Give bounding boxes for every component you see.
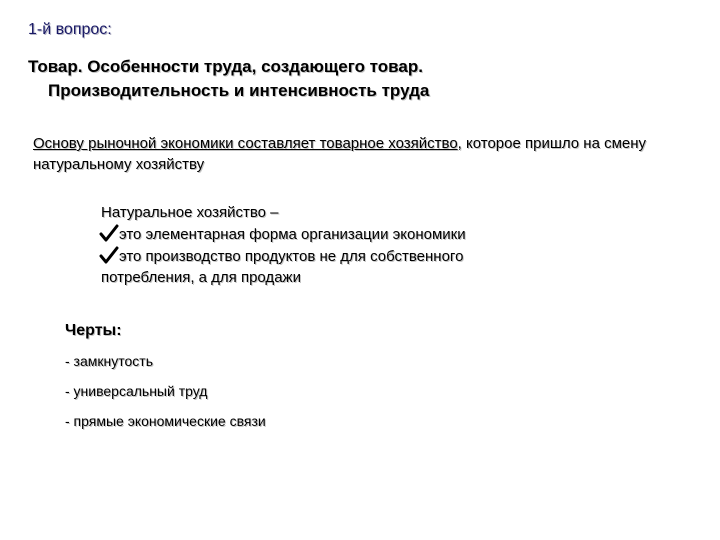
intro-underlined-text: Основу рыночной экономики составляет товарное хозяйство xyxy=(33,135,458,152)
question-label: 1-й вопрос: xyxy=(28,21,112,38)
natural-heading: Натуральное хозяйство – xyxy=(101,204,279,221)
feature-item: - универсальный труд xyxy=(65,383,208,399)
slide-title xyxy=(28,55,429,103)
natural-bullet-1-text: это элементарная форма организации экономики xyxy=(119,226,466,243)
natural-bullet-2-continuation: потребления, а для продажи xyxy=(101,269,301,286)
feature-item: - замкнутость xyxy=(65,353,153,369)
intro-paragraph xyxy=(33,133,693,175)
natural-bullet-2 xyxy=(101,245,621,267)
intro-rest-text: , которое пришло на смену натуральному хозяйству xyxy=(33,135,647,173)
title-line-1: Товар. Особенности труда, создающего товар. xyxy=(28,57,423,76)
features-title: Черты: xyxy=(65,322,122,339)
natural-bullet-1 xyxy=(101,223,621,245)
natural-bullet-2-text: это производство продуктов не для собственного xyxy=(119,248,464,265)
feature-item: - прямые экономические связи xyxy=(65,413,266,429)
title-line-2: Производительность и интенсивность труда xyxy=(48,81,430,100)
natural-economy-block xyxy=(101,202,621,288)
checkmark-icon xyxy=(99,223,119,243)
checkmark-icon xyxy=(99,245,119,265)
